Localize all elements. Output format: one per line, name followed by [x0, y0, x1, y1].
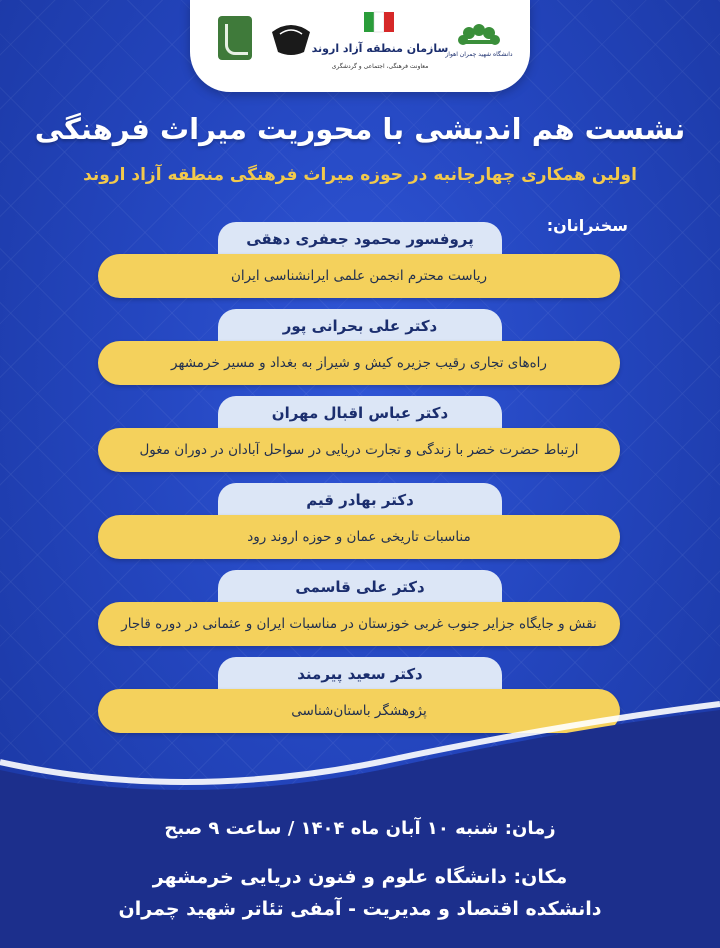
- shahid-chamran-university-logo: [445, 16, 513, 60]
- university-name: دانشگاه شهید چمران اهواز: [445, 51, 513, 58]
- speaker-name: دکتر علی بحرانی پور: [218, 309, 502, 343]
- logo-bar: [190, 0, 530, 92]
- free-zone-subtext: معاونت فرهنگی، اجتماعی و گردشگری: [331, 63, 429, 70]
- free-zone-name: سازمان منطقه آزاد اروند: [311, 42, 449, 55]
- event-title: نشست هم اندیشی با محوریت میراث فرهنگی: [34, 112, 686, 146]
- speaker-name: دکتر سعید پیرمند: [218, 657, 502, 691]
- arvand-heritage-logo: [218, 16, 252, 60]
- event-time: زمان: شنبه ۱۰ آبان ماه ۱۴۰۴ / ساعت ۹ صبح: [164, 818, 556, 839]
- speaker-topic: ارتباط حضرت خضر با زندگی و تجارت دریایی در سواحل آبادان در دوران مغول: [98, 428, 620, 472]
- speaker-topic: نقش و جایگاه جزایر جنوب غربی خوزستان در مناسبات ایران و عثمانی در دوره قاجار: [98, 602, 620, 646]
- university-emblem-logo: [268, 16, 314, 58]
- arvand-free-zone-logo: [311, 12, 449, 76]
- speaker-topic: مناسبات تاریخی عمان و حوزه اروند رود: [98, 515, 620, 559]
- event-place: مکان: دانشگاه علوم و فنون دریایی خرمشهر: [152, 866, 568, 888]
- speaker-topic: ریاست محترم انجمن علمی ایرانشناسی ایران: [98, 254, 620, 298]
- speaker-name: دکتر علی قاسمی: [218, 570, 502, 604]
- event-venue: دانشکده اقتصاد و مدیریت - آمفی تئاتر شهید چمران: [118, 898, 602, 920]
- speakers-label: سخنرانان:: [546, 216, 628, 235]
- speaker-topic: راه‌های تجاری رقیب جزیره کیش و شیراز به بغداد و مسیر خرمشهر: [98, 341, 620, 385]
- speaker-name: دکتر عباس اقبال مهران: [218, 396, 502, 430]
- event-subtitle: اولین همکاری چهارجانبه در حوزه میراث فرهنگی منطقه آزاد اروند: [83, 165, 637, 185]
- speaker-topic: پژوهشگر باستان‌شناسی: [98, 689, 620, 733]
- speaker-name: پروفسور محمود جعفری دهقی: [218, 222, 502, 256]
- speaker-name: دکتر بهادر قیم: [218, 483, 502, 517]
